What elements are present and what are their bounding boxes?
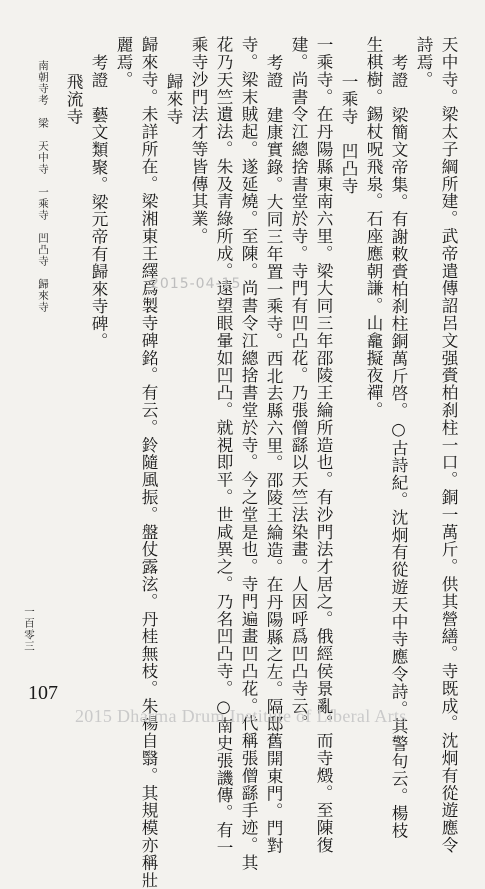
text-column: 花乃天竺遺法。朱及青綠所成。遠望眼暈如凹凸。就視即平。世咸異之。乃名凹凸寺。○南史張譏傳。有一 bbox=[214, 36, 233, 857]
text-column: 乘寺沙門法才等皆傳其業。 bbox=[189, 36, 208, 245]
text-column: 詩焉。 bbox=[414, 36, 433, 89]
section-heading: 飛流寺 bbox=[64, 73, 83, 126]
date-stamp: 2015-04-15 bbox=[150, 276, 242, 292]
text-column: 建。尚書令江總捨書堂於寺。寺門有凹凸花。乃張僧繇以天竺法染畫。人因呼爲凹凸寺云。 bbox=[289, 36, 308, 732]
text-column: 麗焉。 bbox=[114, 36, 133, 89]
text-column: 寺。梁末賊起。遂延燒。至陳。尚書令江總捨書堂於寺。今之堂是也。寺門遍畫凹凸花。代稱張僧繇手迹。其 bbox=[239, 36, 258, 872]
text-column: 考證 梁簡文帝集。有謝敕賫柏刹柱銅萬斤啓。○古詩紀。沈炯有從遊天中寺應令詩。其警句云。楊枝 bbox=[389, 54, 408, 840]
folio: 一百零三 bbox=[23, 606, 35, 652]
running-head: 南朝寺考 梁 天中寺 一乘寺 凹凸寺 歸來寺 bbox=[37, 60, 49, 313]
text-column: 一乘寺。在丹陽縣東南六里。梁大同三年邵陵王綸所造也。有沙門法才居之。俄經侯景亂。而寺燬。至陳復 bbox=[314, 36, 333, 854]
page-number: 107 bbox=[28, 682, 58, 704]
text-column: 考證 藝文類聚。梁元帝有歸來寺碑。 bbox=[89, 54, 108, 350]
text-column: 天中寺。梁太子綱所建。武帝遣傳詔呂文强賫柏刹柱一口。銅一萬斤。供其營繕。寺既成。沈炯有從遊應令 bbox=[439, 36, 458, 854]
section-heading: 歸來寺 bbox=[164, 73, 183, 126]
text-column: 考證 建康實錄。大同三年置一乘寺。西北去縣六里。邵陵王綸造。在丹陽縣之左。隔邸舊開東門。門對 bbox=[264, 54, 283, 855]
text-column: 歸來寺。未詳所在。梁湘東王繹爲製寺碑銘。有云。鈴隨風振。盤仗露泫。丹桂無枝。朱楊自翳。其規模亦稱壯 bbox=[139, 36, 158, 889]
footer-watermark: 2015 Dharma Drum Institute of Liberal Arts bbox=[75, 706, 407, 726]
section-heading: 一乘寺 凹凸寺 bbox=[339, 73, 358, 195]
text-column: 生棋樹。錫杖呪飛泉。石座應朝謙。山龕擬夜禪。 bbox=[364, 36, 383, 419]
